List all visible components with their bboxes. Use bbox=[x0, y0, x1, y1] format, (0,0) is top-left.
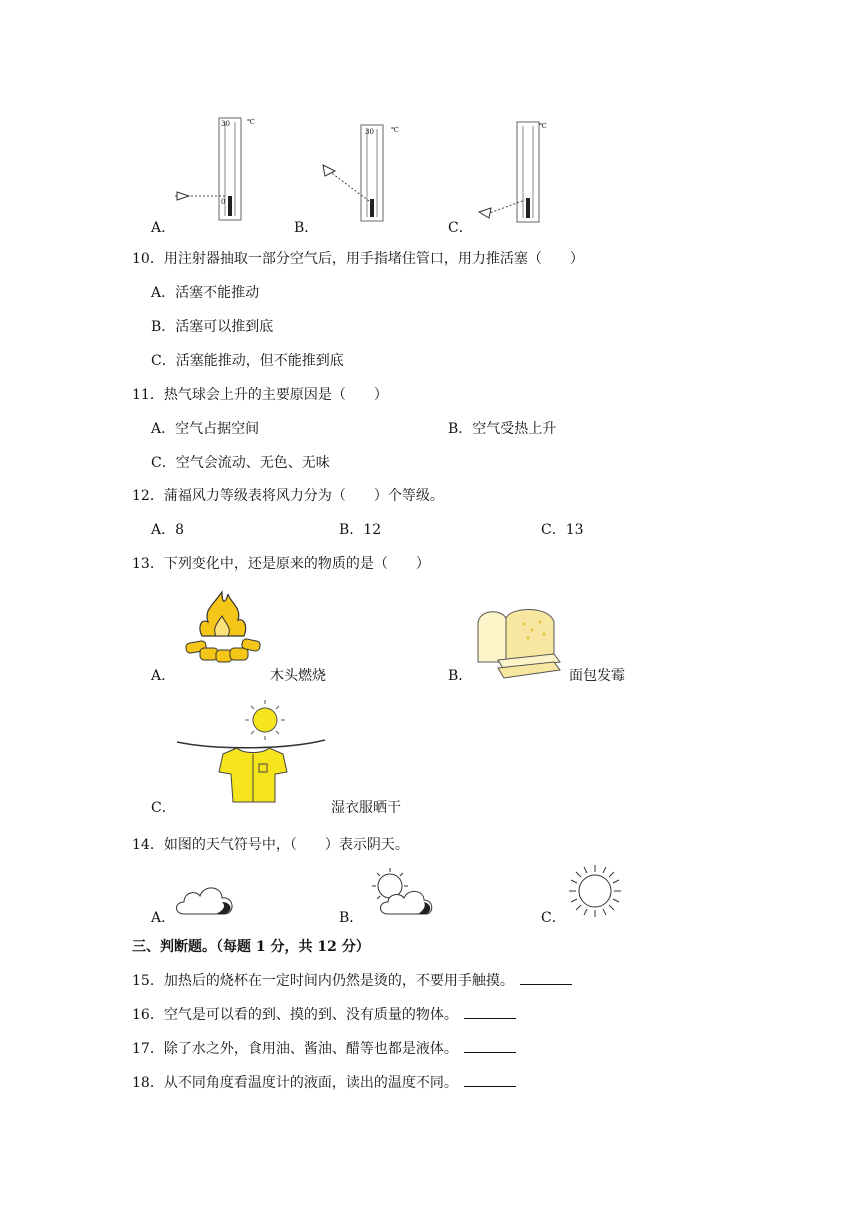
q15-answer-blank[interactable] bbox=[520, 972, 572, 985]
q11-option-a[interactable]: A．空气占据空间 bbox=[151, 421, 260, 437]
q10-option-b[interactable]: B．活塞可以推到底 bbox=[151, 319, 274, 335]
q10-option-a[interactable]: A．活塞不能推动 bbox=[151, 285, 260, 301]
q9-c-unit: ℃ bbox=[539, 122, 547, 130]
q14-option-b-letter: B． bbox=[339, 910, 364, 926]
q14-option-a-letter: A． bbox=[151, 910, 176, 926]
q17-text: 17．除了水之外，食用油、酱油、醋等也都是液体。 bbox=[132, 1041, 458, 1057]
q15-text: 15．加热后的烧杯在一定时间内仍然是烫的，不要用手触摸。 bbox=[132, 973, 514, 989]
q14-stem: 14．如图的天气符号中，（ ）表示阴天。 bbox=[132, 837, 409, 853]
q13-stem: 13．下列变化中，还是原来的物质的是（ ） bbox=[132, 556, 430, 572]
q17-row bbox=[132, 1038, 516, 1058]
q10-option-c[interactable]: C．活塞能推动，但不能推到底 bbox=[151, 353, 344, 369]
q13-option-b-caption: 面包发霉 bbox=[569, 668, 625, 684]
q9-option-b-letter: B． bbox=[294, 220, 319, 236]
thermometer-figure-a bbox=[175, 116, 265, 224]
q18-text: 18．从不同角度看温度计的液面，读出的温度不同。 bbox=[132, 1075, 458, 1091]
q12-option-b[interactable]: B．12 bbox=[339, 522, 382, 538]
q9-a-unit: ℃ bbox=[247, 118, 255, 126]
q13-option-b-letter: B． bbox=[448, 668, 473, 684]
q16-text: 16．空气是可以看的到、摸的到、没有质量的物体。 bbox=[132, 1007, 458, 1023]
q9-b-unit: ℃ bbox=[391, 126, 399, 134]
q9-b-tick-30: 30 bbox=[365, 128, 374, 136]
bread-illustration bbox=[470, 604, 562, 682]
section3-heading: 三、判断题。（每题 1 分，共 12 分） bbox=[132, 939, 370, 955]
partly-cloudy-icon bbox=[364, 866, 436, 918]
q12-stem: 12．蒲福风力等级表将风力分为（ ）个等级。 bbox=[132, 488, 444, 504]
q13-option-c-caption: 湿衣服晒干 bbox=[331, 800, 401, 816]
q18-answer-blank[interactable] bbox=[464, 1074, 516, 1087]
q9-a-tick-0: 0 bbox=[221, 198, 226, 206]
q11-stem: 11．热气球会上升的主要原因是（ ） bbox=[132, 387, 388, 403]
q18-row bbox=[132, 1072, 516, 1092]
q9-option-c-letter: C． bbox=[448, 220, 473, 236]
q16-row bbox=[132, 1004, 516, 1024]
q14-option-c-letter: C． bbox=[541, 910, 566, 926]
q11-option-b[interactable]: B．空气受热上升 bbox=[448, 421, 557, 437]
q13-option-a-caption: 木头燃烧 bbox=[270, 668, 326, 684]
sun-icon bbox=[566, 862, 624, 920]
thermometer-figure-b bbox=[317, 123, 407, 223]
drying-clothes-illustration bbox=[175, 698, 327, 806]
q17-answer-blank[interactable] bbox=[464, 1040, 516, 1053]
q12-option-a[interactable]: A．8 bbox=[151, 522, 185, 538]
q9-a-tick-30: 30 bbox=[221, 120, 230, 128]
q12-option-c[interactable]: C．13 bbox=[541, 522, 584, 538]
campfire-illustration bbox=[182, 588, 264, 670]
cloud-icon bbox=[174, 880, 238, 918]
thermometer-figure-c bbox=[473, 120, 563, 224]
q13-option-c-letter: C． bbox=[151, 800, 176, 816]
q9-option-a-letter: A． bbox=[151, 220, 176, 236]
q11-option-c[interactable]: C．空气会流动、无色、无味 bbox=[151, 455, 330, 471]
q16-answer-blank[interactable] bbox=[464, 1006, 516, 1019]
q10-stem: 10．用注射器抽取一部分空气后，用手指堵住管口，用力推活塞（ ） bbox=[132, 251, 584, 267]
q13-option-a-letter: A． bbox=[151, 668, 176, 684]
q15-row bbox=[132, 970, 572, 990]
